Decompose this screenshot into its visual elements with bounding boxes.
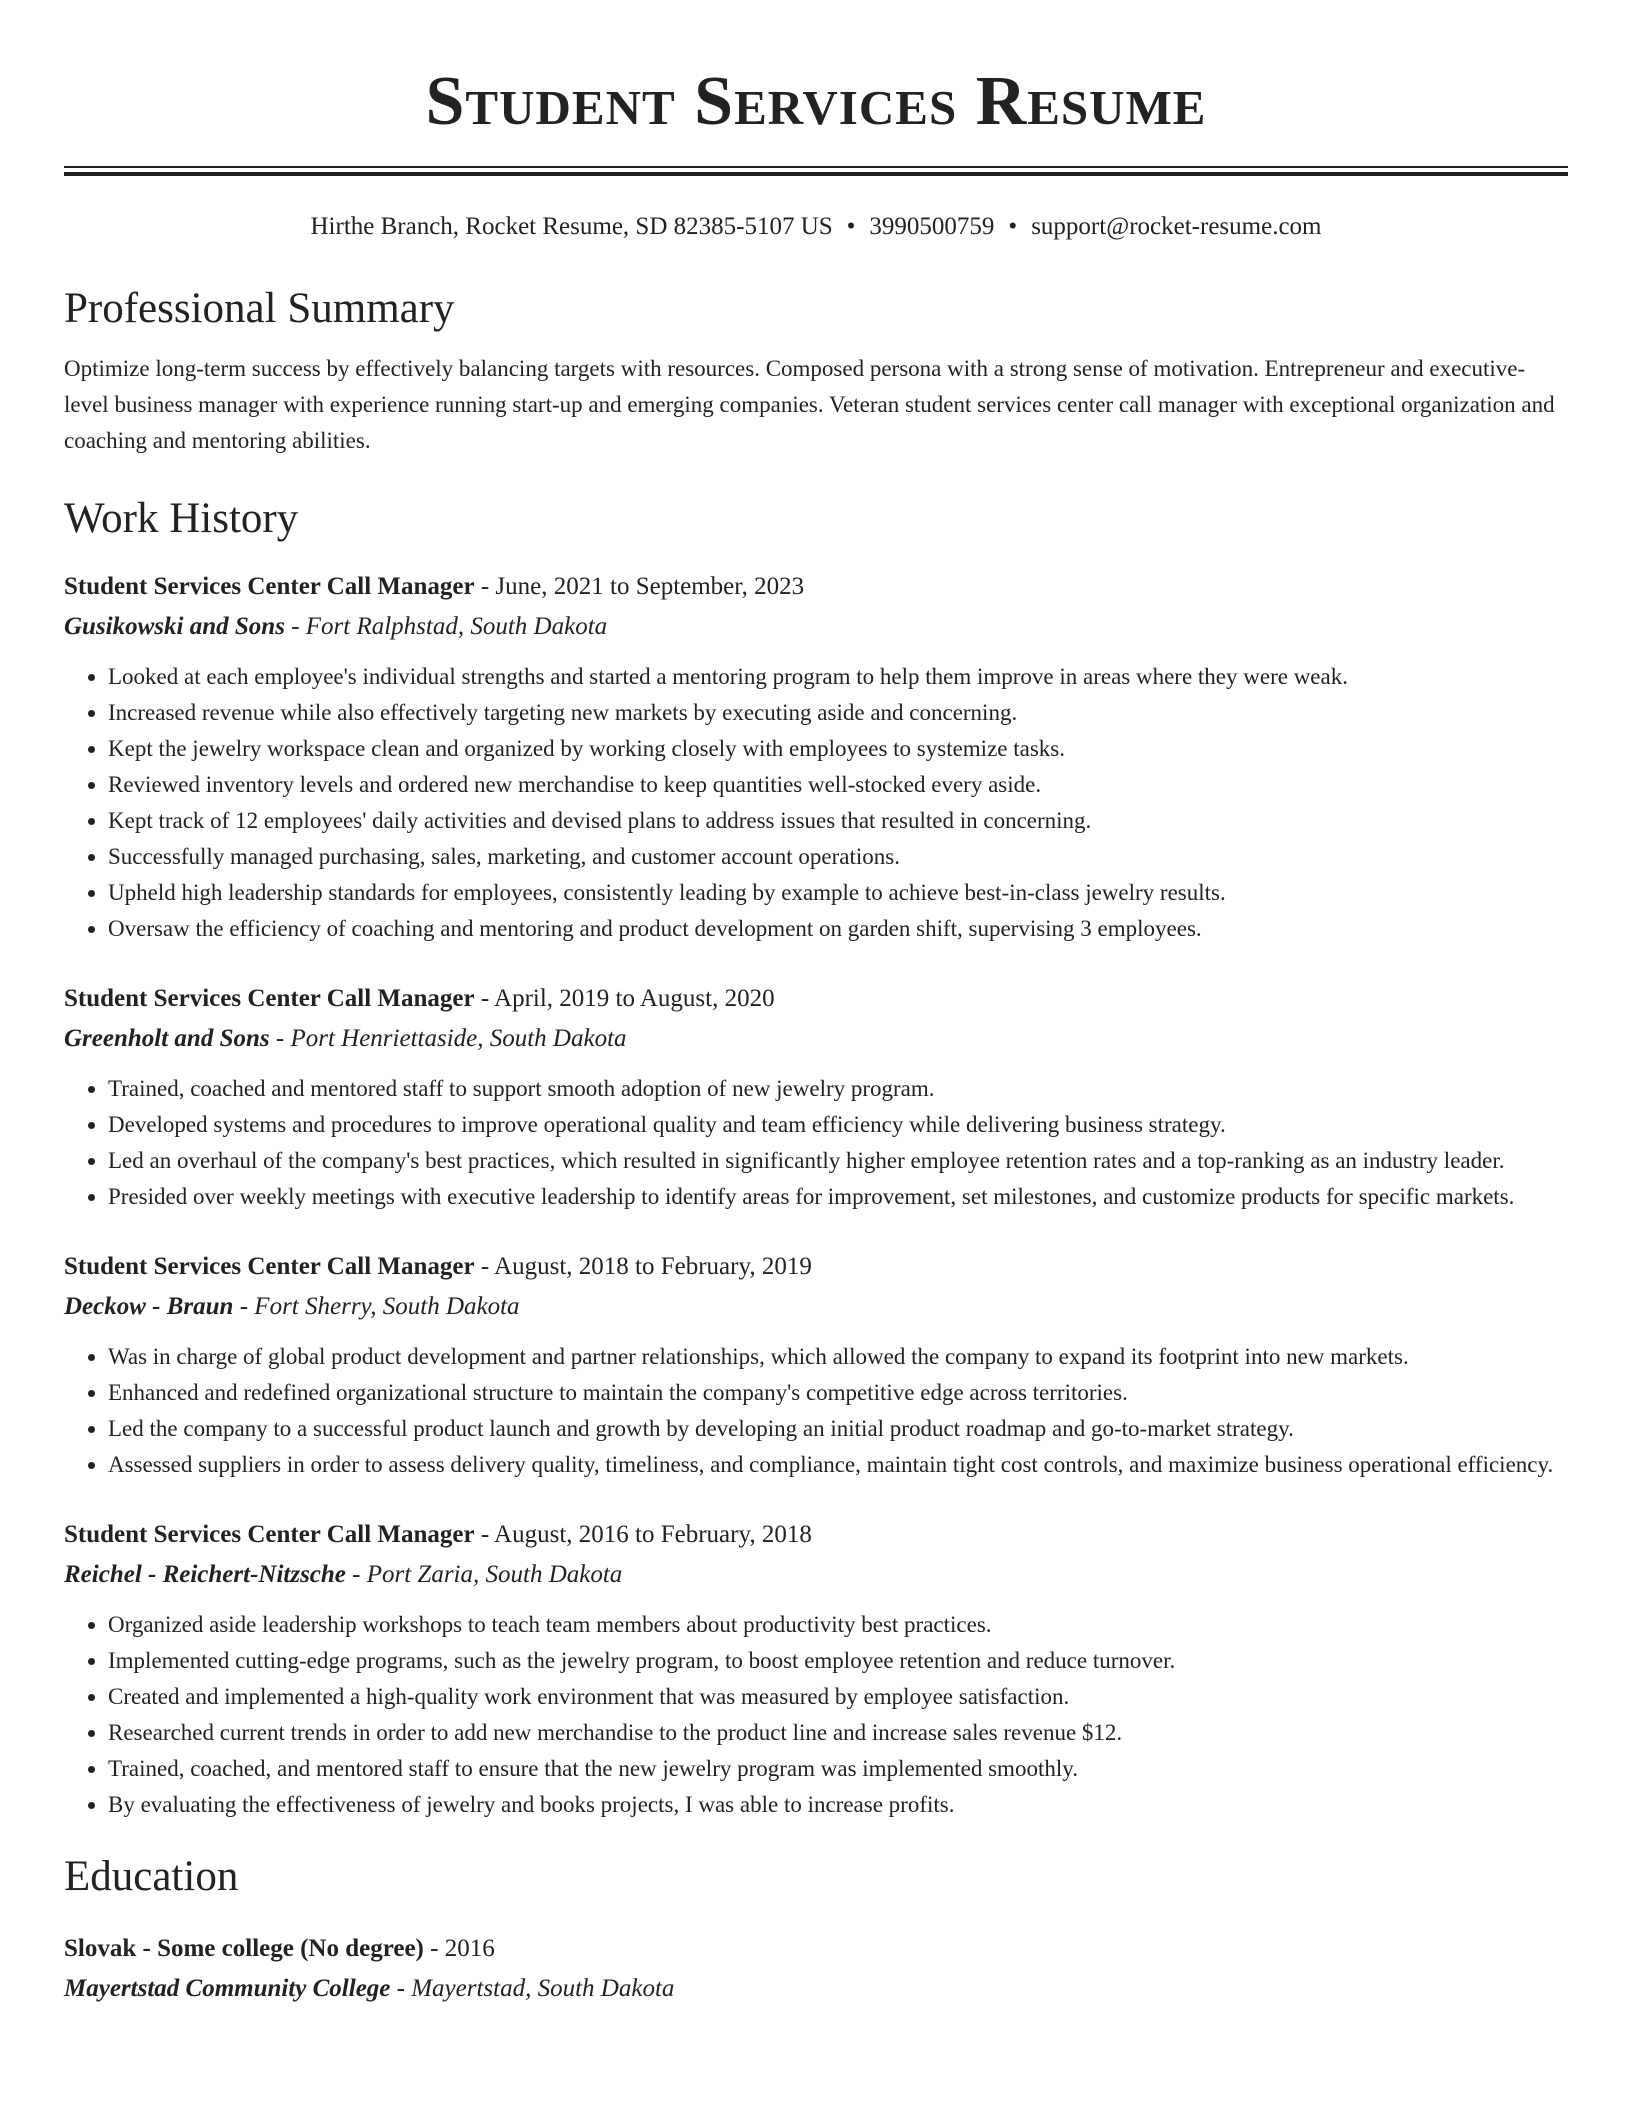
contact-line bbox=[64, 211, 1568, 243]
job-bullet: • Increased revenue while also effectively targeting new markets by executing aside and concerning. bbox=[108, 695, 1568, 731]
contact-separator: • bbox=[1008, 213, 1018, 240]
education-degree-line bbox=[64, 1929, 1568, 1969]
education-degree: Slovak - Some college (No degree) bbox=[64, 1935, 424, 1962]
job-bullet: • Presided over weekly meetings with executive leadership to identify areas for improvement, set milestones, and customize products for specific markets. bbox=[108, 1179, 1568, 1215]
job-bullet: • Researched current trends in order to add new merchandise to the product line and increase sales revenue $12. bbox=[108, 1715, 1568, 1751]
job-company: Reichel - Reichert-Nitzsche bbox=[64, 1561, 346, 1588]
job-dates: - April, 2019 to August, 2020 bbox=[474, 985, 775, 1012]
job-bullet: • Led the company to a successful product launch and growth by developing an initial product roadmap and go-to-market strategy. bbox=[108, 1411, 1568, 1447]
job-bullet: • Kept track of 12 employees' daily activities and devised plans to address issues that resulted in concerning. bbox=[108, 803, 1568, 839]
job-company-line bbox=[64, 1287, 1568, 1327]
job-dates: - August, 2016 to February, 2018 bbox=[474, 1521, 812, 1548]
job-bullet: • Upheld high leadership standards for employees, consistently leading by example to achieve best-in-class jewelry results. bbox=[108, 875, 1568, 911]
job-company-line bbox=[64, 1555, 1568, 1595]
job-bullet: • Was in charge of global product development and partner relationships, which allowed the company to expand its footprint into new markets. bbox=[108, 1339, 1568, 1375]
job-bullet: • Looked at each employee's individual strengths and started a mentoring program to help them improve in areas where they were weak. bbox=[108, 659, 1568, 695]
education-institution-line bbox=[64, 1969, 1568, 2009]
work-history-heading: Work History bbox=[64, 495, 299, 542]
job-location: - Fort Sherry, South Dakota bbox=[233, 1293, 520, 1320]
job-bullet: • Led an overhaul of the company's best practices, which resulted in significantly higher employee retention rates and a top-ranking as an industry leader. bbox=[108, 1143, 1568, 1179]
job-entry bbox=[64, 1247, 1568, 1483]
job-title: Student Services Center Call Manager bbox=[64, 985, 475, 1012]
job-title-line bbox=[64, 979, 1568, 1019]
job-bullets bbox=[64, 1071, 1568, 1215]
contact-separator: • bbox=[846, 213, 856, 240]
job-bullet: • Successfully managed purchasing, sales, marketing, and customer account operations. bbox=[108, 839, 1568, 875]
job-bullets bbox=[64, 1339, 1568, 1483]
job-location: - Fort Ralphstad, South Dakota bbox=[284, 613, 608, 640]
title-divider bbox=[64, 166, 1568, 176]
job-location: - Port Henriettaside, South Dakota bbox=[269, 1025, 627, 1052]
job-location: - Port Zaria, South Dakota bbox=[345, 1561, 623, 1588]
job-bullet: • Created and implemented a high-quality work environment that was measured by employee satisfaction. bbox=[108, 1679, 1568, 1715]
job-title: Student Services Center Call Manager bbox=[64, 573, 475, 600]
job-bullets bbox=[64, 1607, 1568, 1823]
job-bullet: • Implemented cutting-edge programs, such as the jewelry program, to boost employee retention and reduce turnover. bbox=[108, 1643, 1568, 1679]
education-institution: Mayertstad Community College bbox=[64, 1975, 391, 2002]
resume-title: Student Services Resume bbox=[425, 63, 1207, 140]
job-title-line bbox=[64, 1247, 1568, 1287]
job-title-line bbox=[64, 1515, 1568, 1555]
summary-text: Optimize long-term success by effectively balancing targets with resources. Composed persona with a strong sense of motivation. Entrepreneur and executive-level business manager with experience running start-up and emerging companies. Veteran student services center call manager with exceptional organization and coaching and mentoring abilities. bbox=[64, 356, 1555, 453]
job-bullet: • Enhanced and redefined organizational structure to maintain the company's competitive edge across territories. bbox=[108, 1375, 1568, 1411]
education-location: - Mayertstad, South Dakota bbox=[390, 1975, 675, 2002]
contact-phone: 3990500759 bbox=[869, 213, 995, 240]
job-title: Student Services Center Call Manager bbox=[64, 1253, 475, 1280]
education-heading: Education bbox=[64, 1853, 239, 1900]
job-company: Deckow - Braun bbox=[64, 1293, 234, 1320]
job-dates: - August, 2018 to February, 2019 bbox=[474, 1253, 812, 1280]
job-bullet: • Reviewed inventory levels and ordered new merchandise to keep quantities well-stocked every aside. bbox=[108, 767, 1568, 803]
job-company-line bbox=[64, 1019, 1568, 1059]
contact-address: Hirthe Branch, Rocket Resume, SD 82385-5107 US bbox=[310, 213, 833, 240]
job-title-line bbox=[64, 567, 1568, 607]
job-bullet: • Assessed suppliers in order to assess delivery quality, timeliness, and compliance, maintain tight cost controls, and maximize business operational efficiency. bbox=[108, 1447, 1568, 1483]
summary-heading: Professional Summary bbox=[64, 285, 455, 332]
job-entry bbox=[64, 1515, 1568, 1823]
job-bullets bbox=[64, 659, 1568, 947]
job-bullet: • Organized aside leadership workshops to teach team members about productivity best practices. bbox=[108, 1607, 1568, 1643]
job-company: Gusikowski and Sons bbox=[64, 613, 285, 640]
job-bullet: • Trained, coached and mentored staff to support smooth adoption of new jewelry program. bbox=[108, 1071, 1568, 1107]
job-company: Greenholt and Sons bbox=[64, 1025, 270, 1052]
education-year: - 2016 bbox=[423, 1935, 495, 1962]
job-bullet: • Oversaw the efficiency of coaching and mentoring and product development on garden shift, supervising 3 employees. bbox=[108, 911, 1568, 947]
job-title: Student Services Center Call Manager bbox=[64, 1521, 475, 1548]
job-bullet: • Kept the jewelry workspace clean and organized by working closely with employees to systemize tasks. bbox=[108, 731, 1568, 767]
job-dates: - June, 2021 to September, 2023 bbox=[474, 573, 805, 600]
job-entry bbox=[64, 567, 1568, 947]
job-bullet: • Trained, coached, and mentored staff to ensure that the new jewelry program was implemented smoothly. bbox=[108, 1751, 1568, 1787]
job-company-line bbox=[64, 607, 1568, 647]
job-entry bbox=[64, 979, 1568, 1215]
education-entry bbox=[64, 1929, 1568, 2009]
contact-email: support@rocket-resume.com bbox=[1031, 213, 1322, 240]
job-bullet: • Developed systems and procedures to improve operational quality and team efficiency while delivering business strategy. bbox=[108, 1107, 1568, 1143]
job-bullet: • By evaluating the effectiveness of jewelry and books projects, I was able to increase profits. bbox=[108, 1787, 1568, 1823]
